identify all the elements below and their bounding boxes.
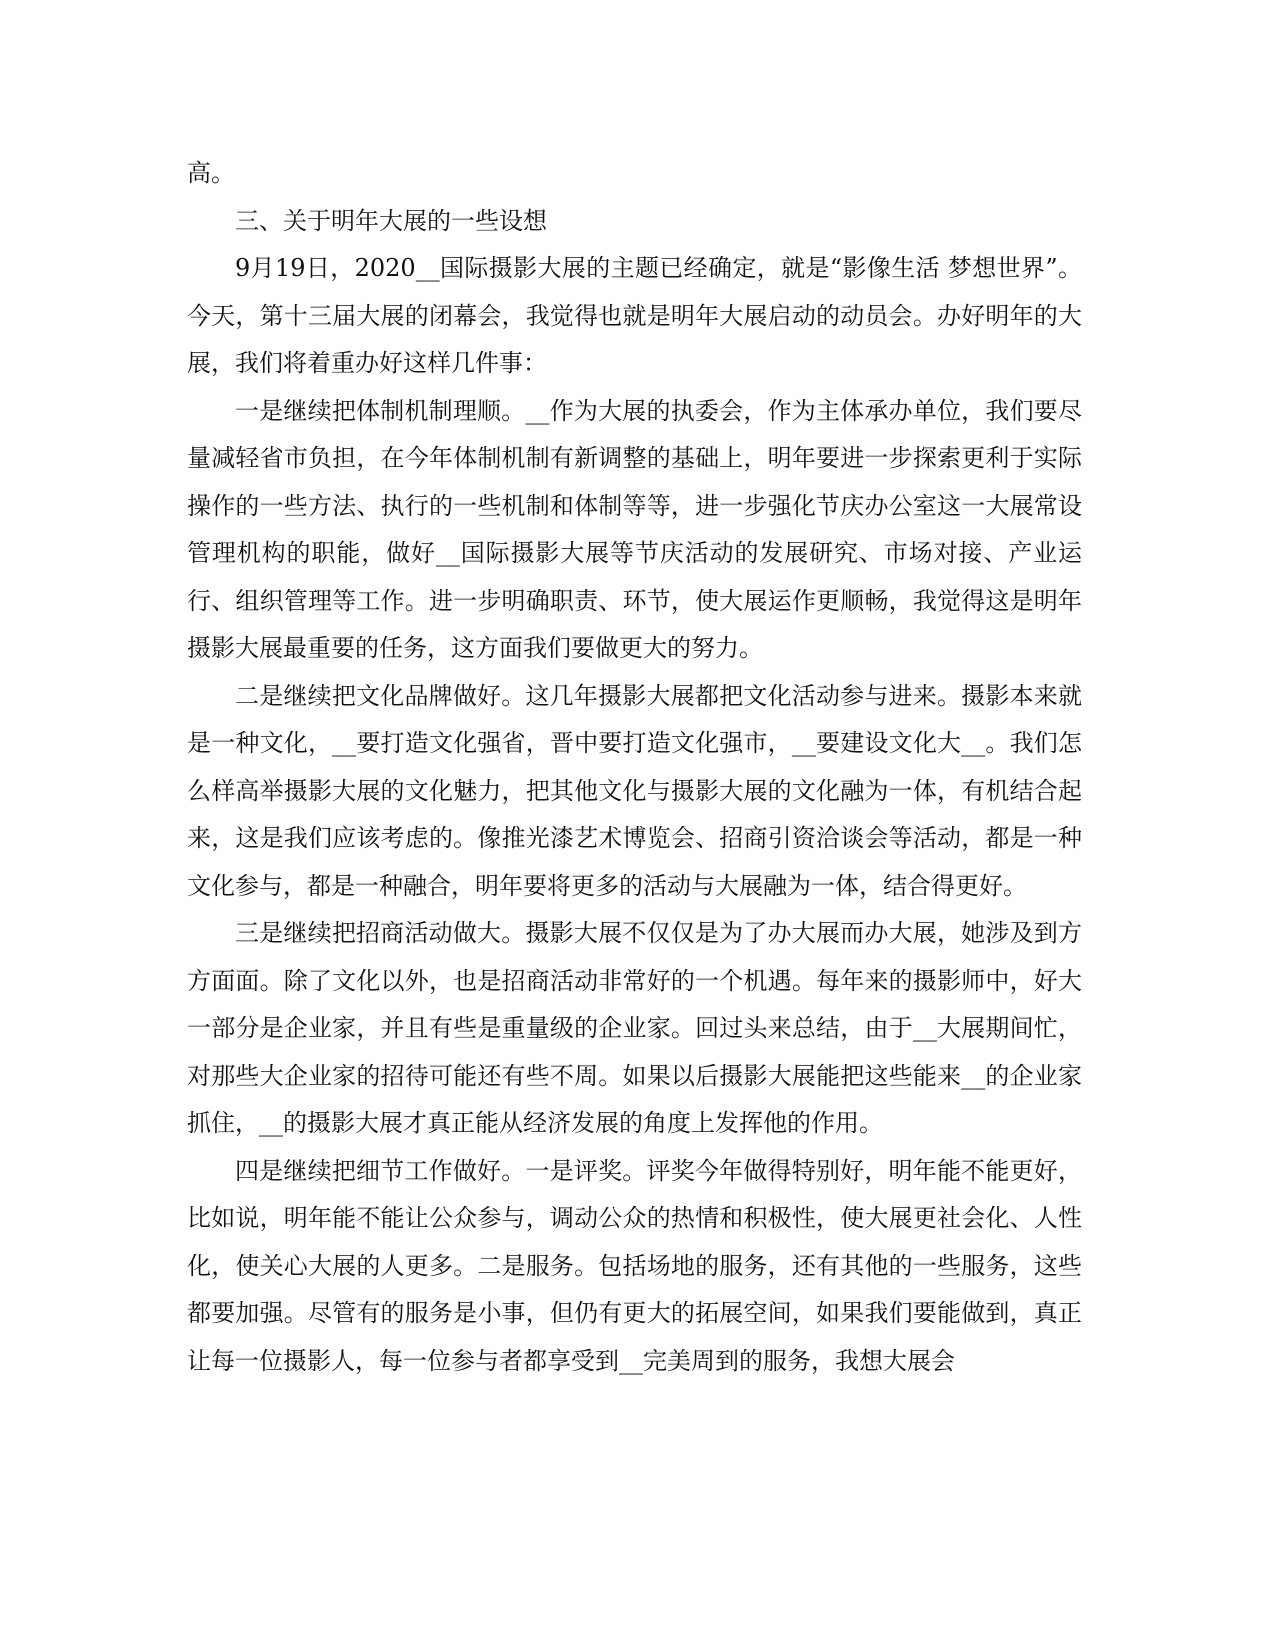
document-body <box>187 150 1082 1385</box>
paragraph-continuation: 高。 <box>187 159 235 187</box>
paragraph-point-two: 二是继续把文化品牌做好。这几年摄影大展都把文化活动参与进来。摄影本来就是一种文化，__要打造文化强省，晋中要打造文化强市，__要建设文化大__。我们怎么样高举摄影大展的文化魅力，把其他文化与摄影大展的文化融为一体，有机结合起来，这是我们应该考虑的。像推光漆艺术博览会、招商引资洽谈会等活动，都是一种文化参与，都是一种融合，明年要将更多的活动与大展融为一体，结合得更好。 <box>187 681 1082 900</box>
paragraph-point-four: 四是继续把细节工作做好。一是评奖。评奖今年做得特别好，明年能不能更好，比如说，明年能不能让公众参与，调动公众的热情和积极性，使大展更社会化、人性化，使关心大展的人更多。二是服务。包括场地的服务，还有其他的一些服务，这些都要加强。尽管有的服务是小事，但仍有更大的拓展空间，如果我们要能做到，真正让每一位摄影人，每一位参与者都享受到__完美周到的服务，我想大展会 <box>187 1156 1082 1375</box>
section-heading: 三、关于明年大展的一些设想 <box>235 206 547 235</box>
paragraph-theme: 9月19日，2020__国际摄影大展的主题已经确定，就是“影像生活 梦想世界”。今天，第十三届大展的闭幕会，我觉得也就是明年大展启动的动员会。办好明年的大展，我们将着重办好这样几件事： <box>187 254 1082 377</box>
paragraph-point-three: 三是继续把招商活动做大。摄影大展不仅仅是为了办大展而办大展，她涉及到方方面面。除了文化以外，也是招商活动非常好的一个机遇。每年来的摄影师中，好大一部分是企业家，并且有些是重量级的企业家。回过头来总结，由于__大展期间忙，对那些大企业家的招待可能还有些不周。如果以后摄影大展能把这些能来__的企业家抓住，__的摄影大展才真正能从经济发展的角度上发挥他的作用。 <box>187 919 1082 1137</box>
paragraph-point-one: 一是继续把体制机制理顺。__作为大展的执委会，作为主体承办单位，我们要尽量减轻省市负担，在今年体制机制有新调整的基础上，明年要进一步探索更利于实际操作的一些方法、执行的一些机制和体制等等，进一步强化节庆办公室这一大展常设管理机构的职能，做好__国际摄影大展等节庆活动的发展研究、市场对接、产业运行、组织管理等工作。进一步明确职责、环节，使大展运作更顺畅，我觉得这是明年摄影大展最重要的任务，这方面我们要做更大的努力。 <box>187 396 1082 662</box>
